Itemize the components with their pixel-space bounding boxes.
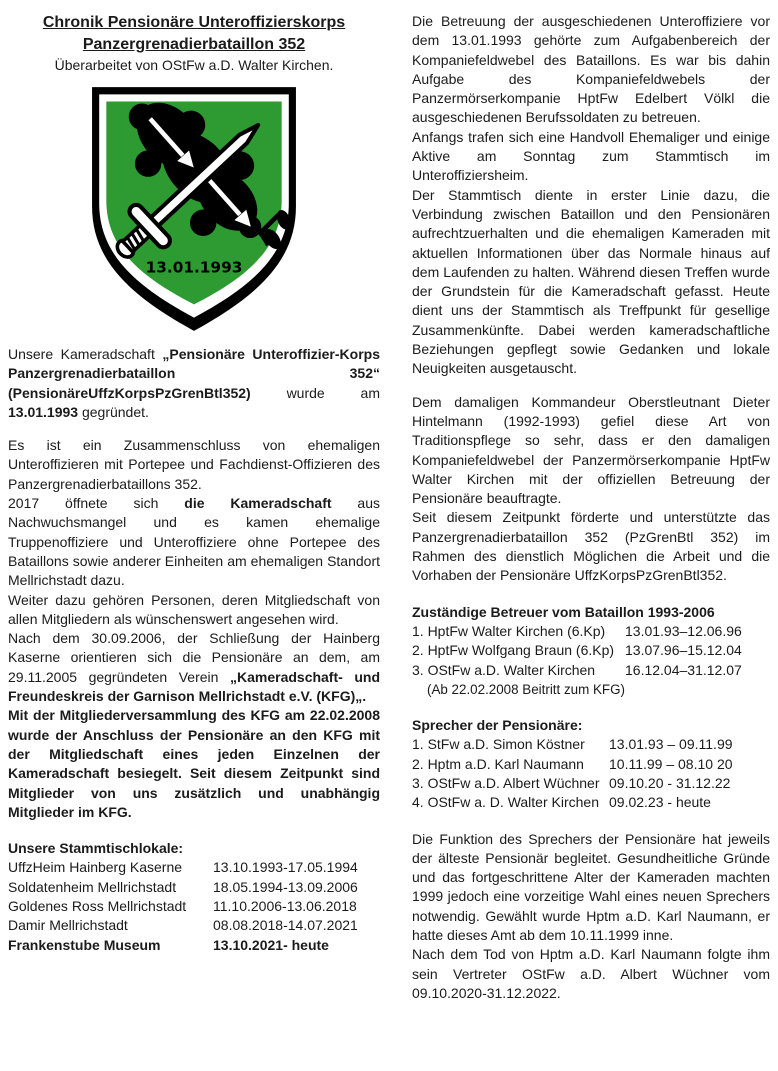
row-name: 3. OStFw a.D. Albert Wüchner <box>412 774 600 791</box>
row-dates: 16.12.04–31.12.07 <box>625 661 742 678</box>
table-row <box>8 916 380 935</box>
doc-title-line-1: Chronik Pensionäre Unteroffizierskorps <box>42 14 346 31</box>
paragraph-anfangs: Anfangs trafen sich eine Handvoll Ehemaliger und einige Aktive am Sonntag zum Stammtisch im Unteroffiziersheim. <box>412 128 770 184</box>
doc-subtitle: Überarbeitet von OStFw a.D. Walter Kirchen. <box>54 57 334 73</box>
row-name: 4. OStFw a. D. Walter Kirchen <box>412 794 599 811</box>
row-dates: 11.10.2006-13.06.2018 <box>213 898 357 915</box>
row-name: Goldenes Ross Mellrichstadt <box>8 898 187 915</box>
row-name: 3. OStFw a.D. Walter Kirchen <box>412 661 596 678</box>
row-dates: 09.02.23 - heute <box>609 794 711 811</box>
paragraph-nachfolge: Nach dem Tod von Hptm a.D. Karl Naumann folgte ihm sein Vertreter OStFw a.D. Albert Wüchner vom 09.10.2020-31.12.2022. <box>412 946 770 1001</box>
section-heading-sprecher: Sprecher der Pensionäre: <box>412 717 583 734</box>
row-name: Damir Mellrichstadt <box>8 917 128 934</box>
paragraph-2017: 2017 öffnete sich die Kameradschaft aus Nachwuchsmangel und es kamen ehemalige Truppenoffiziere und Unteroffiziere ohne Portepee des Bataillons sowie anderer Einheiten am ehemaligen Standort Mellrichstadt dazu. <box>8 495 380 589</box>
row-dates: 09.10.20 - 31.12.22 <box>609 774 731 791</box>
right-column <box>412 12 770 1003</box>
list-item <box>412 755 770 774</box>
paragraph-sprecher-funktion: Die Funktion des Sprechers der Pensionäre hat jeweils der älteste Pensionär begleitet. Gesundheitliche Gründe und das fortgeschrittene Alter der Kameraden machten 1999 jedoch eine vorzeitige Wahl eines neuen Sprechers notwendig. Gewählt wurde Hptm a.D. Karl Naumann, er hatte dieses Amt ab dem 10.11.1999 inne. <box>412 830 770 944</box>
row-name: UffzHeim Hainberg Kaserne <box>8 859 183 876</box>
paragraph-weitere-personen: Weiter dazu gehören Personen, deren Mitgliedschaft von allen Mitgliedern als wünschenswert angesehen wird. <box>8 591 380 627</box>
row-name: 1. StFw a.D. Simon Köstner <box>412 736 585 753</box>
paragraph-zusammenschluss: Es ist ein Zusammenschluss von ehemaligen Unteroffizieren mit Portepee und Fachdienst-Offizieren des Panzergrenadierbataillons 352. <box>8 437 380 492</box>
section-heading-betreuer: Zuständige Betreuer vom Bataillon 1993-2006 <box>412 603 715 620</box>
list-item <box>412 793 770 812</box>
sprecher-section <box>412 716 770 812</box>
table-row <box>8 936 380 955</box>
betreuer-section <box>412 603 770 699</box>
row-dates: 18.05.1994-13.09.2006 <box>213 878 358 895</box>
row-dates: 13.10.1993-17.05.1994 <box>213 859 358 876</box>
table-row <box>8 878 380 897</box>
unit-crest-image <box>89 84 299 334</box>
row-dates: 13.01.93 – 09.11.99 <box>609 736 733 753</box>
list-item <box>412 735 770 754</box>
row-name: Frankenstube Museum <box>8 936 161 953</box>
paragraph-founding: Unsere Kameradschaft „Pensionäre Unteroffizier-Korps Panzergrenadierbataillon 352“ (PensionäreUffzKorpsPzGrenBtl352) wurde am 13.01.1993 gegründet. <box>8 346 380 420</box>
doc-title <box>8 12 380 55</box>
doc-title-line-2: Panzergrenadierbataillon 352 <box>82 35 306 53</box>
list-item <box>412 641 770 660</box>
paragraph-foerderung: Seit diesem Zeitpunkt förderte und unterstützte das Panzergrenadierbataillon 352 (PzGrenBtl 352) im Rahmen des dienstlich Möglichen die Arbeit und die Vorhaben der Pensionäre UffzKorpsPzGrenBtl352. <box>412 509 770 584</box>
row-dates: 08.08.2018-14.07.2021 <box>213 917 358 934</box>
paragraph-kommandeur: Dem damaligen Kommandeur Oberstleutnant Dieter Hintelmann (1992-1993) gefiel diese Art von Traditionspflege so sehr, dass er den damaligen Kompaniefeldwebel der Panzermörserkompanie HptFw Walter Kirchen mit der offiziellen Betreuung der Pensionäre beauftragte. <box>412 393 770 507</box>
left-column <box>8 12 380 955</box>
section-heading-stammtischlokale: Unsere Stammtischlokale: <box>8 840 184 857</box>
row-name: 2. HptFw Wolfgang Braun (6.Kp) <box>412 642 615 659</box>
unit-crest <box>89 84 299 334</box>
row-name: 1. HptFw Walter Kirchen (6.Kp) <box>412 622 606 639</box>
paragraph-mitgliederversammlung: Mit der Mitgliederversammlung des KFG am 22.02.2008 wurde der Anschluss der Pensionäre an den KFG mit der Mitgliedschaft eines jeden Einzelnen der Kameradschaft besiegelt. Seit diesem Zeitpunkt sind Mitglieder von uns zusätzlich und unabhängig Mitglieder im KFG. <box>8 707 380 820</box>
list-item <box>412 622 770 641</box>
row-name: 2. Hptm a.D. Karl Naumann <box>412 755 584 772</box>
paragraph-betreuung: Die Betreuung der ausgeschiedenen Unteroffiziere vor dem 13.01.1993 gehörte zum Aufgabenbereich der Kompaniefeldwebel des Bataillons. Es war bis dahin Aufgabe des Kompaniefeldwebels der Panzermörserkompanie HptFw Edelbert Völkl die ausgeschiedenen Berufssoldaten zu betreuen. <box>412 13 770 126</box>
row-dates: 13.01.93–12.06.96 <box>625 622 742 639</box>
paragraph-stammtisch: Der Stammtisch diente in erster Linie dazu, die Verbindung zwischen Bataillon und den Pensionären aufrechtzuerhalten und die ehemaligen Kameraden mit aktuellen Informationen über das Normale hinaus auf dem Laufenden zu halten. Während diesen Treffen wurde der Grundstein für die Kameradschaft gefasst. Heute dient uns der Stammtisch als Treffpunkt für gesellige Zusammenkünfte. Dabei werden kameradschaftliche Beziehungen gepflegt sowie Gedanken und lokale Neuigkeiten ausgetauscht. <box>412 186 770 377</box>
paragraph-kfg-verein: Nach dem 30.09.2006, der Schließung der Hainberg Kaserne orientieren sich die Pensionäre an dem, am 29.11.2005 gegründeten Verein „Kameradschaft- und Freundeskreis der Garnison Mellrichstadt e.V. (KFG)„. <box>8 630 380 705</box>
row-name: Soldatenheim Mellrichstadt <box>8 878 177 895</box>
row-dates: 13.07.96–15.12.04 <box>625 642 742 659</box>
list-item <box>412 661 770 680</box>
table-row <box>8 897 380 916</box>
row-dates: 10.11.99 – 08.10 20 <box>609 755 733 772</box>
list-item <box>412 774 770 793</box>
betreuer-note: (Ab 22.02.2008 Beitritt zum KFG) <box>427 681 625 697</box>
table-row <box>8 858 380 877</box>
row-dates: 13.10.2021- heute <box>213 936 329 953</box>
stammtischlokale-section <box>8 839 380 955</box>
crest-date: 13.01.1993 <box>145 258 243 277</box>
